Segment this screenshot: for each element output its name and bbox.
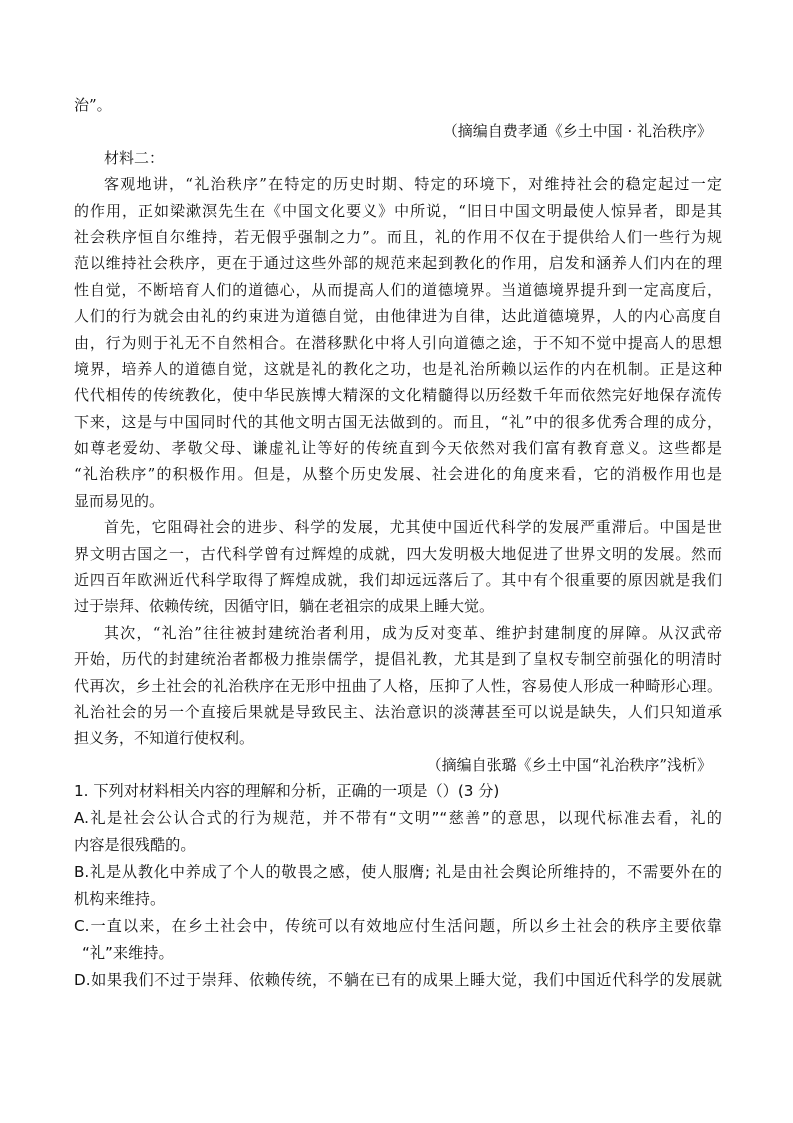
- paragraph-line: 代再次，乡土社会的礼治秩序在无形中扭曲了人格，压抑了人性，容易使人形成一种畸形心理。: [74, 676, 722, 695]
- paragraph-line: 礼治社会的另一个直接后果就是导致民主、法治意识的淡薄甚至可以说是缺失，人们只知道承: [74, 702, 722, 721]
- question-1: [74, 778, 722, 994]
- option-line: B.礼是从教化中养成了个人的敬畏之感，使人服膺; 礼是由社会舆论所维持的，不需要外在的: [74, 863, 722, 882]
- paragraph-line: 境界，培养人的道德自觉，这就是礼的教化之功，也是礼治所赖以运作的内在机制。正是这种: [74, 359, 722, 378]
- paragraph-line: 范以维持社会秩序，更在于通过这些外部的规范来起到教化的作用，启发和涵养人们内在的理: [74, 254, 722, 273]
- material2-heading: 材料二：: [104, 148, 165, 167]
- option-line: A.礼是社会公认合式的行为规范，并不带有“文明”“慈善”的意思，以现代标准去看，礼的: [74, 809, 722, 828]
- question-stem: 1. 下列对材料相关内容的理解和分析，正确的一项是（）(3 分): [74, 782, 500, 801]
- paragraph-line: 如尊老爱幼、孝敬父母、谦虚礼让等好的传统直到今天依然对我们富有教育意义。这些都是: [74, 439, 722, 458]
- paragraph-line: 社会秩序恒自尔维持，若无假乎强制之力”。而且，礼的作用不仅在于提供给人们一些行为规: [74, 227, 722, 246]
- material1-tail: 治”。: [74, 96, 112, 114]
- option-c[interactable]: [74, 913, 722, 967]
- paragraph-line: 显而易见的。: [74, 491, 165, 510]
- paragraph-line: 担义务，不知道行使权利。: [74, 729, 255, 748]
- paragraph-line: 客观地讲，“礼治秩序”在特定的历史时期、特定的环境下，对维持社会的稳定起过一定: [104, 175, 722, 194]
- paragraph-line: 的作用，正如梁漱溟先生在《中国文化要义》中所说，“旧日中国文明最使人惊异者，即是其: [74, 201, 722, 220]
- paragraph-line: 代代相传的传统教化，使中华民族博大精深的文化精髓得以历经数千年而依然完好地保存流传: [74, 386, 722, 405]
- document-body: [74, 92, 722, 994]
- paragraph-line: 开始，历代的封建统治者都极力推崇儒学，提倡礼教，尤其是到了皇权专制空前强化的明清时: [74, 650, 722, 669]
- paragraph-line: 下来，这是与中国同时代的其他文明古国无法做到的。而且，“礼”中的很多优秀合理的成分，: [74, 412, 722, 431]
- paragraph-line: 其次，“礼治”往往被封建统治者利用，成为反对变革、维护封建制度的屏障。从汉武帝: [104, 623, 722, 642]
- paragraph-line: 人们的行为就会由礼的约束进为道德自觉，由他律进为自律，达此道德境界，人的内心高度自: [74, 307, 722, 326]
- material2-paragraph-1: [74, 171, 722, 514]
- material1-source: （摘编自费孝通《乡土中国 · 礼治秩序》: [442, 122, 712, 141]
- paragraph-line: 近四百年欧洲近代科学取得了辉煌成就，我们却远远落后了。其中有个很重要的原因就是我们: [74, 571, 722, 590]
- paragraph-line: “礼治秩序”的积极作用。但是，从整个历史发展、社会进化的角度来看，它的消极作用也是: [74, 465, 722, 484]
- option-line: D.如果我们不过于崇拜、依赖传统，不躺在已有的成果上睡大觉，我们中国近代科学的发展就: [74, 971, 722, 990]
- option-line: C.一直以来，在乡土社会中，传统可以有效地应付生活问题，所以乡土社会的秩序主要依靠: [74, 917, 722, 936]
- option-line: 机构来维持。: [74, 890, 166, 909]
- option-b[interactable]: [74, 859, 722, 913]
- material2-paragraph-2: [74, 514, 722, 620]
- material2-paragraph-3: [74, 620, 722, 752]
- paragraph-line: 性自觉，不断培育人们的道德心，从而提高人们的道德境界。当道德境界提升到一定高度后，: [74, 280, 722, 299]
- material2-source: （摘编自张璐《乡土中国“礼治秩序”浅析》: [426, 755, 712, 774]
- option-a[interactable]: [74, 805, 722, 859]
- option-line: 内容是很残酷的。: [74, 836, 196, 855]
- option-d[interactable]: [74, 967, 722, 994]
- paragraph-line: 由，行为则于礼无不自然相合。在潜移默化中将人引向道德之途，于不知不觉中提高人的思想: [74, 333, 722, 352]
- paragraph-line: 过于崇拜、依赖传统，因循守旧，躺在老祖宗的成果上睡大觉。: [74, 597, 495, 616]
- option-line: “礼”来维持。: [82, 944, 174, 963]
- paragraph-line: 首先，它阻碍社会的进步、科学的发展，尤其使中国近代科学的发展严重滞后。中国是世: [104, 518, 722, 537]
- paragraph-line: 界文明古国之一，古代科学曾有过辉煌的成就，四大发明极大地促进了世界文明的发展。然而: [74, 544, 722, 563]
